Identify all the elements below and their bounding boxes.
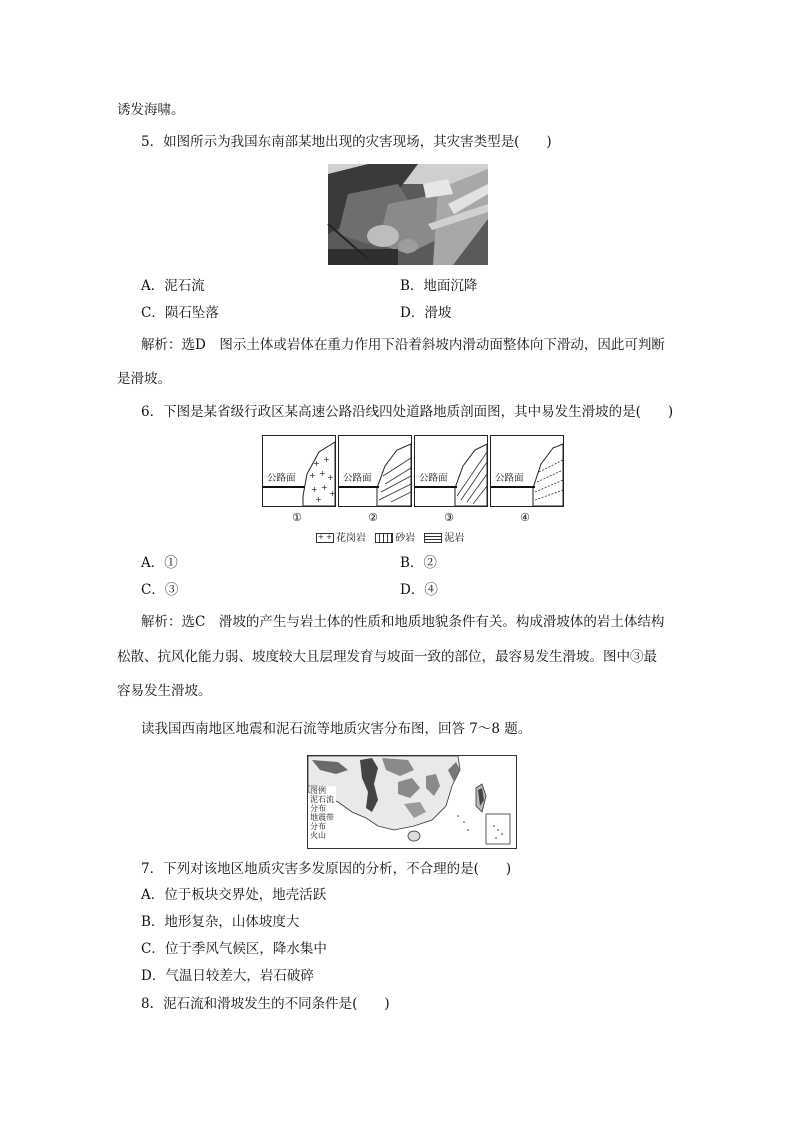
- q5-option-d: D．滑坡: [400, 305, 452, 321]
- legend-sandstone: 砂岩: [395, 533, 416, 544]
- hazard-distribution-map: [307, 755, 517, 849]
- q6-option-a: A．①: [141, 555, 178, 571]
- text-line-continuation: 诱发海啸。: [117, 102, 185, 118]
- geologic-profile-figure: [262, 435, 562, 545]
- q6-explanation-line1: 解析：选C 滑坡的产生与岩土体的性质和地质地貌条件有关。构成滑坡体的岩土体结构: [141, 614, 665, 630]
- panel-number-4: ④: [520, 511, 530, 524]
- panel-number-1: ①: [292, 511, 302, 524]
- profile-panel-4: [490, 435, 564, 507]
- q7-option-d: D．气温日较差大，岩石破碎: [141, 968, 314, 984]
- road-surface-label: 公路面: [267, 473, 296, 484]
- map-legend-seismic-belt: 地震带: [310, 813, 334, 822]
- panel-number-2: ②: [368, 511, 378, 524]
- question-7: 7．下列对该地区地质灾害多发原因的分析，不合理的是( ): [141, 861, 512, 877]
- svg-text:+: +: [321, 483, 328, 492]
- mudstone-swatch: [424, 533, 442, 543]
- q5-explanation-line2: 是滑坡。: [117, 371, 171, 387]
- legend-mudstone: 泥岩: [444, 533, 465, 544]
- q6-option-c: C．③: [141, 582, 179, 598]
- profile-panel-3: [414, 435, 488, 507]
- svg-text:+: +: [329, 489, 336, 498]
- q5-option-a: A．泥石流: [141, 278, 205, 294]
- panel-number-3: ③: [444, 511, 454, 524]
- q7-option-a: A．位于板块交界处，地壳活跃: [141, 887, 327, 903]
- question-8: 8．泥石流和滑坡发生的不同条件是( ): [141, 996, 390, 1012]
- svg-text:+: +: [309, 471, 316, 480]
- landslide-photo: [328, 164, 488, 265]
- road-surface-label: 公路面: [343, 473, 372, 484]
- q5-option-b: B．地面沉降: [400, 278, 478, 294]
- questions-7-8-intro: 读我国西南地区地震和泥石流等地质灾害分布图，回答 7～8 题。: [141, 721, 532, 737]
- q7-option-c: C．位于季风气候区，降水集中: [141, 941, 327, 957]
- svg-text:+: +: [319, 469, 326, 478]
- q5-explanation-line1: 解析：选D 图示土体或岩体在重力作用下沿着斜坡内滑动面整体向下滑动，因此可判断: [141, 337, 665, 353]
- profile-legend: [316, 529, 464, 544]
- map-legend-debris-flow: 泥石流: [310, 795, 334, 804]
- map-legend: [310, 786, 336, 846]
- profile-panel-1: [262, 435, 336, 507]
- q5-option-c: C．陨石坠落: [141, 305, 219, 321]
- granite-swatch: + +: [316, 533, 334, 543]
- svg-text:+: +: [327, 473, 334, 482]
- q6-explanation-line3: 容易发生滑坡。: [117, 683, 212, 699]
- road-surface-label: 公路面: [495, 473, 524, 484]
- svg-text:+: +: [323, 455, 330, 464]
- legend-granite: 花岗岩: [336, 533, 366, 544]
- map-legend-title: 图例: [310, 786, 326, 795]
- question-6: 6．下图是某省级行政区某高速公路沿线四处道路地质剖面图，其中易发生滑坡的是( ): [141, 404, 674, 420]
- road-surface-label: 公路面: [419, 473, 448, 484]
- q6-explanation-line2: 松散、抗风化能力弱、坡度较大且层理发育与坡面一致的部位，最容易发生滑坡。图中③最: [117, 649, 657, 665]
- q6-option-d: D．④: [400, 582, 438, 598]
- sandstone-swatch: [375, 533, 393, 543]
- profile-panel-2: [338, 435, 412, 507]
- map-legend-volcano: 火山: [310, 831, 326, 840]
- svg-text:+: +: [311, 485, 318, 494]
- svg-text:+: +: [315, 495, 322, 504]
- q6-option-b: B．②: [400, 555, 437, 571]
- question-5: 5．如图所示为我国东南部某地出现的灾害现场，其灾害类型是( ): [141, 134, 552, 150]
- q7-option-b: B．地形复杂，山体坡度大: [141, 914, 300, 930]
- map-legend-distribution-1: 分布: [310, 804, 326, 813]
- map-legend-distribution-2: 分布: [310, 822, 326, 831]
- svg-text:+: +: [313, 459, 320, 468]
